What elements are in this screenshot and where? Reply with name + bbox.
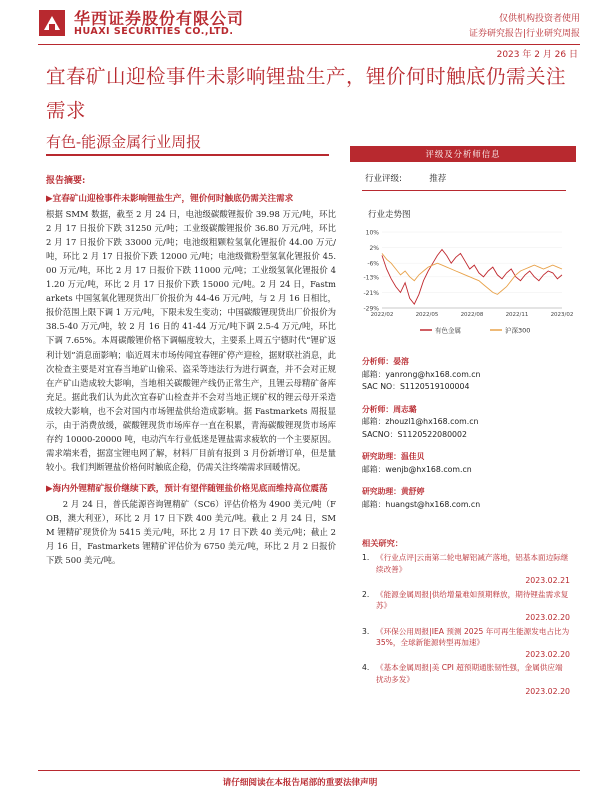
analyst-name: 晏溶 bbox=[393, 357, 409, 366]
report-subtitle: 有色-能源金属行业周报 bbox=[46, 133, 202, 151]
section-body-2: 2 月 24 日，普氏能源咨询锂精矿（SC6）评估价格为 4900 美元/吨（FOB，澳大利亚），环比 2 月 17 日下跌 400 美元/吨。截止 2 月 24 日，SMM 锂精矿现货价为 5415 美元/吨，环比 2 月 17 日下跌 40 美元/吨；截止 2 月 16 日，Fastmarkets 锂精矿评估价为 6750 美元/吨，环比 2 月 2 日报价下跌 500 美元/吨。 bbox=[46, 498, 336, 566]
analyst-email[interactable]: 邮箱：huangst@hx168.com.cn bbox=[362, 499, 481, 509]
analyst-3 bbox=[362, 451, 572, 476]
related-item-2[interactable] bbox=[362, 589, 570, 624]
x-tick-label: 2022/05 bbox=[415, 312, 439, 318]
related-num: 1. bbox=[362, 553, 370, 562]
related-num: 2. bbox=[362, 589, 370, 599]
legal-disclaimer: 请仔细阅读在本报告尾部的重要法律声明 bbox=[222, 778, 378, 788]
x-tick-label: 2023/02 bbox=[550, 312, 574, 318]
footer-divider bbox=[38, 770, 580, 771]
y-tick-label: -13% bbox=[363, 274, 379, 282]
section-heading-1: ▶宜春矿山迎检事件未影响锂盐生产，锂价何时触底仍需关注需求 bbox=[46, 194, 294, 205]
huaxi-logo-icon bbox=[38, 8, 66, 38]
subtitle-underline bbox=[46, 154, 329, 156]
analyst-name: 温佳贝 bbox=[400, 452, 425, 461]
analyst-role: 分析师： bbox=[362, 357, 394, 366]
related-research-heading: 相关研究： bbox=[362, 538, 403, 548]
abstract-heading: 报告摘要: bbox=[46, 176, 86, 186]
trend-chart-title: 行业走势图 bbox=[368, 210, 411, 220]
related-date: 2023.02.20 bbox=[525, 649, 570, 659]
analyst-cert: SACNO：S1120522080002 bbox=[362, 429, 467, 439]
y-tick-label: -21% bbox=[363, 289, 379, 297]
related-item-4[interactable] bbox=[362, 662, 570, 697]
analyst-cert: SAC NO：S1120519100004 bbox=[362, 382, 470, 391]
analyst-2 bbox=[362, 404, 572, 442]
analyst-1 bbox=[362, 356, 572, 394]
industry-rating bbox=[365, 170, 565, 188]
x-tick-label: 2022/02 bbox=[370, 312, 394, 318]
company-name-cn: 华西证券股份有限公司 bbox=[74, 9, 245, 28]
industry-trend-chart bbox=[350, 226, 576, 340]
related-title[interactable]: 《能源金属周报|供给增量难如预期释放，期待锂盐需求复苏》 bbox=[376, 589, 569, 611]
report-date: 2023 年 2 月 26 日 bbox=[496, 50, 578, 60]
section-heading-2: ▶海内外锂精矿报价继续下跌，预计有望伴随锂盐价格见底而维持高位震荡 bbox=[46, 483, 328, 494]
analyst-email[interactable]: 邮箱：yanrong@hx168.com.cn bbox=[362, 369, 481, 379]
related-date: 2023.02.21 bbox=[525, 576, 570, 586]
analyst-name: 周志璐 bbox=[393, 404, 417, 414]
y-tick-label: 10% bbox=[365, 229, 379, 237]
analyst-email[interactable]: 邮箱：wenjb@hx168.com.cn bbox=[362, 464, 472, 474]
investor-notice: 仅供机构投资者使用 bbox=[498, 14, 580, 24]
rating-panel-heading: 评级及分析师信息 bbox=[350, 146, 576, 162]
series-line-2 bbox=[382, 253, 562, 294]
related-item-1[interactable] bbox=[362, 552, 570, 587]
analyst-email[interactable]: 邮箱：zhouzl1@hx168.com.cn bbox=[362, 417, 479, 426]
x-tick-label: 2022/08 bbox=[460, 312, 484, 318]
header-divider bbox=[38, 44, 580, 45]
related-num: 4. bbox=[362, 663, 370, 673]
legend-label: 有色金属 bbox=[435, 326, 461, 335]
related-num: 3. bbox=[362, 626, 370, 636]
analyst-role: 研究助理： bbox=[362, 452, 401, 461]
related-title[interactable]: 《行业点评|云南第二轮电解铝减产落地，铝基本面边际继续改善》 bbox=[376, 553, 569, 574]
analyst-role: 研究助理： bbox=[362, 487, 401, 496]
header-right bbox=[469, 12, 580, 42]
related-title[interactable]: 《环保公用周报|IEA 预测 2025 年可再生能源发电占比为 35%，全球新能源转型再加速》 bbox=[376, 626, 570, 648]
legend-label: 沪深300 bbox=[505, 326, 531, 335]
x-tick-label: 2022/11 bbox=[505, 312, 529, 318]
company-name-en: HUAXI SECURITIES CO.,LTD. bbox=[74, 26, 234, 37]
related-date: 2023.02.20 bbox=[525, 686, 570, 696]
rating-label: 行业评级: bbox=[365, 174, 402, 184]
rating-value: 推荐 bbox=[429, 174, 447, 184]
y-tick-label: 2% bbox=[369, 245, 379, 253]
report-title: 宜春矿山迎检事件未影响锂盐生产，锂价何时触底仍需关注需求 bbox=[46, 65, 567, 122]
rating-divider bbox=[362, 190, 566, 191]
y-tick-label: -6% bbox=[367, 260, 379, 268]
analyst-list bbox=[362, 356, 572, 521]
analyst-role: 分析师： bbox=[362, 404, 394, 414]
company-logo bbox=[38, 6, 318, 42]
section-body-1: 根据 SMM 数据，截至 2 月 24 日，电池级碳酸锂报价 39.98 万元/吨，环比 2 月 17 日报价下跌 31250 元/吨；工业级碳酸锂报价 36.80 万元/吨，环比 2 月 17 日报价下跌 33000 元/吨；电池级粗颗粒氢氧化锂报价 44.00 万元/吨，环比 2 月 17 日报价下跌 12000 元/吨；电池级微粉型氢氧化锂报价 45.00 万元/吨，环比 2 月 17 日报价下跌 11000 元/吨；工业级氢氧化锂报价 41.20 万元/吨，环比 2 月 17 日报价下跌 15000 元/吨。2 月 24 日，Fastmarkets 中国氢氧化锂现货出厂价报价为 44-46 万元/吨，与 2 月 16 日相比，报价范围上限下调 1 万元/吨，下限未发生变动；中国碳酸锂现货出厂价报价为 38.5-40 万元/吨，较 2 月 16 日的 41-44 万元/吨下调 2.5-4 万元/吨，环比下调 7.65%。本周碳酸锂价格下调幅度较大，主要系上周五宁德时代“锂矿返利计划”消息面影响；临近周末市场传闻宜春锂矿停产迎检，据财联社消息，此次检查主要是对宜春当地矿山偷采、盗采等违法行为进行调查，并不会对正规在产矿山造成较大影响，当地相关碳酸锂产线仍正常生产，且锂云母精矿备库充足。据此我们认为此次宜春矿山检查并不会对当地正规矿权的锂云母开采造成较大影响，也不会对国内市场锂盐供给造成影响。据 Fastmarkets 周报显示，由于消费放缓，碳酸锂现货市场库存一直在积累，青海碳酸锂现货市场库存约 10000-20000 吨，电动汽车行业低迷是锂盐需求疲软的一个主要原因。需求端来看，据富宝锂电网了解，材料厂目前有报到 3 月份新增订单，但是量较小。我们判断锂盐价格何时触底企稳，仍需关注终端需求回暖情况。 bbox=[46, 209, 336, 472]
related-item-3[interactable] bbox=[362, 626, 570, 661]
related-date: 2023.02.20 bbox=[525, 612, 570, 622]
abstract-column bbox=[46, 174, 336, 567]
analyst-4 bbox=[362, 486, 572, 511]
y-tick-label: -29% bbox=[363, 305, 379, 313]
analyst-name: 黄舒婷 bbox=[400, 487, 425, 496]
related-title[interactable]: 《基本金属周报|美 CPI 超预期通胀韧性强，金属供应端扰动多发》 bbox=[376, 663, 563, 684]
report-type: 证券研究报告|行业研究周报 bbox=[468, 29, 580, 39]
related-research-list bbox=[362, 552, 570, 699]
